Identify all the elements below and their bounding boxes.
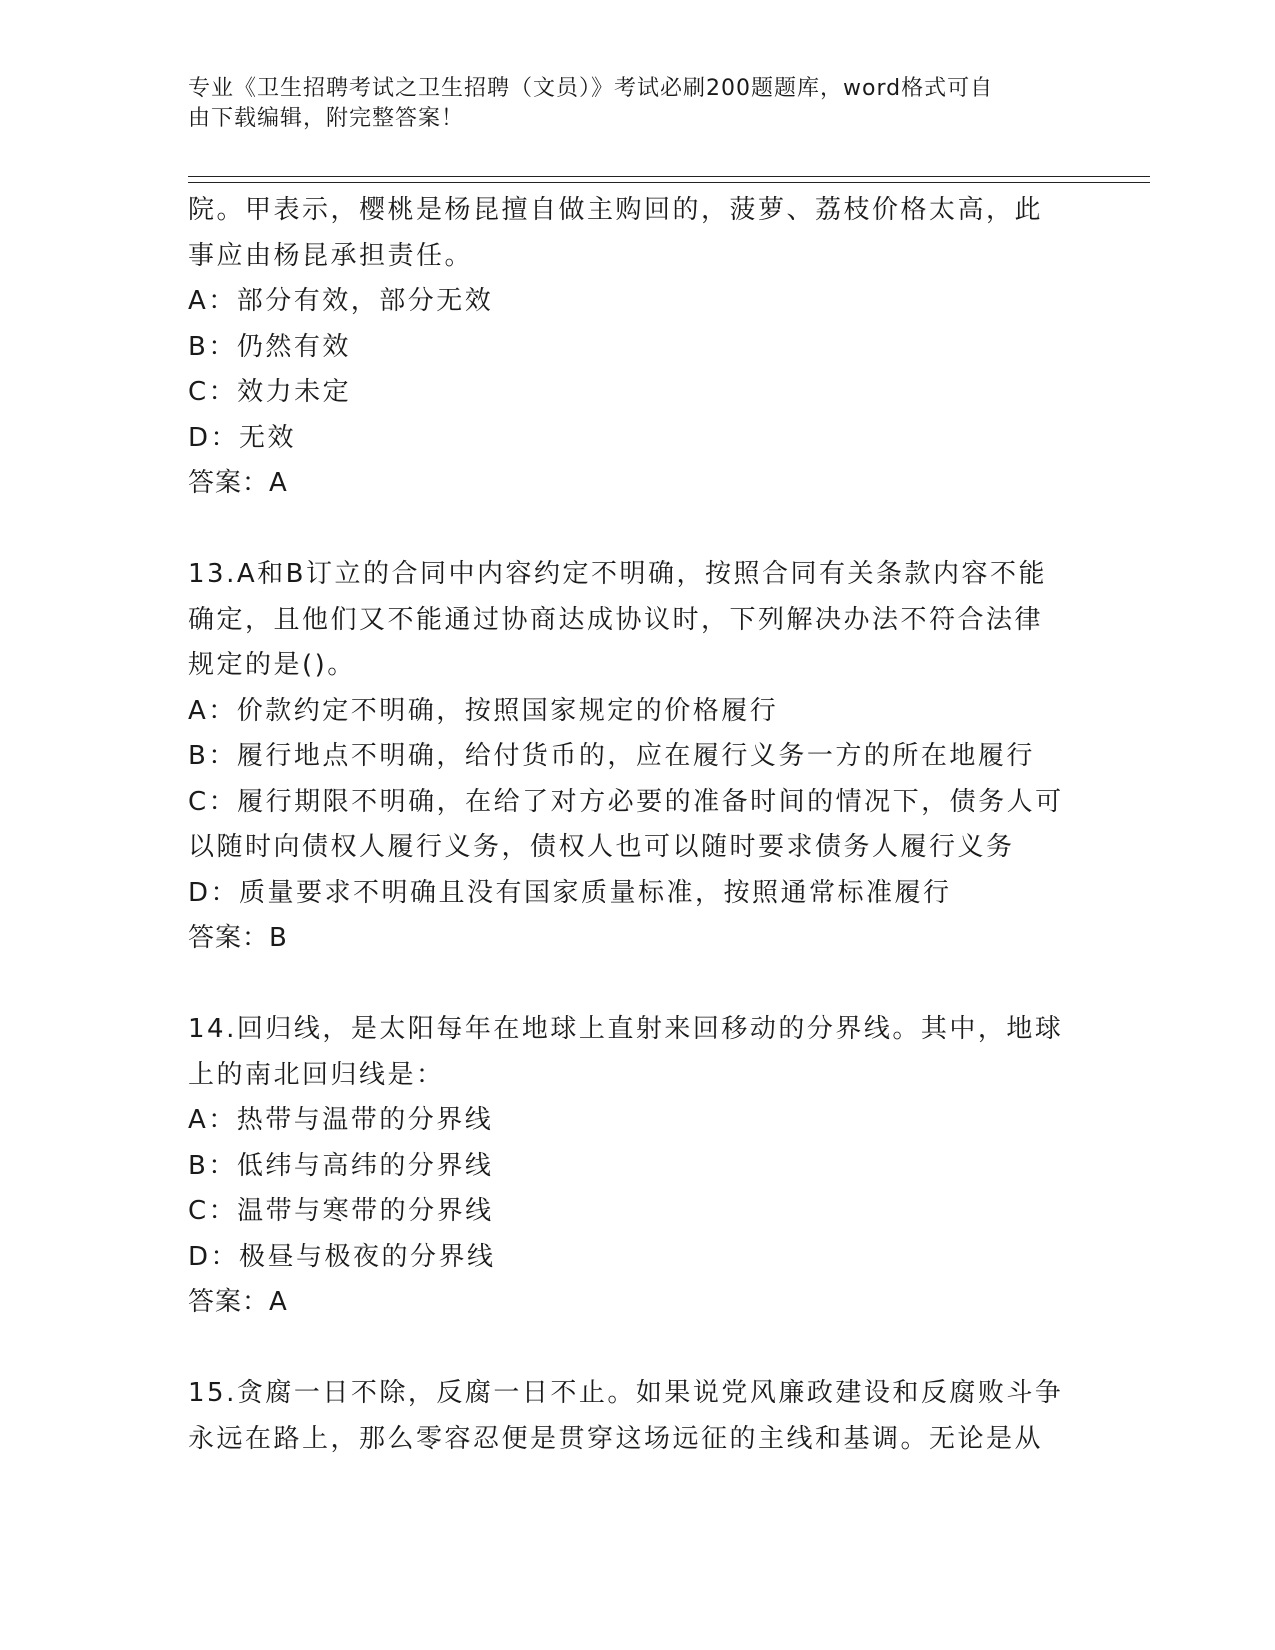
question-12 — [188, 188, 1068, 507]
question-stem-line: 规定的是()。 — [188, 650, 356, 680]
answer-label: 答案：A — [188, 468, 288, 498]
option-a: A：价款约定不明确，按照国家规定的价格履行 — [188, 695, 779, 726]
question-stem-line: 永远在路上，那么零容忍便是贯穿这场远征的主线和基调。无论是从 — [188, 1423, 1044, 1454]
spacer — [188, 507, 1068, 553]
question-stem-line: 13.A和B订立的合同中内容约定不明确，按照合同有关条款内容不能 — [188, 559, 1047, 589]
question-13 — [188, 552, 1068, 962]
option-c: C：履行期限不明确，在给了对方必要的准备时间的情况下，债务人可 — [188, 786, 1064, 817]
option-c: C：温带与寒带的分界线 — [188, 1196, 494, 1226]
answer-label: 答案：A — [188, 1287, 288, 1317]
answer-label: 答案：B — [188, 923, 288, 953]
question-stem-line: 院。甲表示，樱桃是杨昆擅自做主购回的，菠萝、荔枝价格太高，此 — [188, 195, 1044, 225]
option-d: D：质量要求不明确且没有国家质量标准，按照通常标准履行 — [188, 877, 952, 908]
spacer — [188, 962, 1068, 1008]
document-header — [188, 74, 1068, 134]
question-stem-line: 15.贪腐一日不除，反腐一日不止。如果说党风廉政建设和反腐败斗争 — [188, 1378, 1064, 1408]
question-stem-line: 确定，且他们又不能通过协商达成协议时，下列解决办法不符合法律 — [188, 604, 1044, 635]
option-c-continued: 以随时向债权人履行义务，债权人也可以随时要求债务人履行义务 — [188, 832, 1015, 862]
option-d: D：极昼与极夜的分界线 — [188, 1241, 496, 1272]
option-a: A：部分有效，部分无效 — [188, 286, 494, 316]
question-15 — [188, 1371, 1068, 1462]
option-c: C：效力未定 — [188, 377, 352, 407]
spacer — [188, 1326, 1068, 1372]
header-line-1: 专业《卫生招聘考试之卫生招聘（文员）》考试必刷200题题库，word格式可自 — [188, 76, 994, 101]
option-a: A：热带与温带的分界线 — [188, 1105, 494, 1135]
question-stem-line: 上的南北回归线是： — [188, 1059, 445, 1090]
header-divider-bottom — [188, 182, 1150, 183]
question-stem-line: 事应由杨昆承担责任。 — [188, 240, 474, 271]
header-line-2: 由下载编辑，附完整答案！ — [188, 106, 465, 131]
option-b: B：低纬与高纬的分界线 — [188, 1150, 494, 1181]
option-d: D：无效 — [188, 422, 297, 453]
question-content — [188, 188, 1068, 1462]
header-divider-top — [188, 176, 1150, 177]
question-stem-line: 14.回归线，是太阳每年在地球上直射来回移动的分界线。其中，地球 — [188, 1014, 1064, 1044]
option-b: B：履行地点不明确，给付货币的，应在履行义务一方的所在地履行 — [188, 741, 1035, 771]
option-b: B：仍然有效 — [188, 331, 351, 362]
question-14 — [188, 1007, 1068, 1326]
